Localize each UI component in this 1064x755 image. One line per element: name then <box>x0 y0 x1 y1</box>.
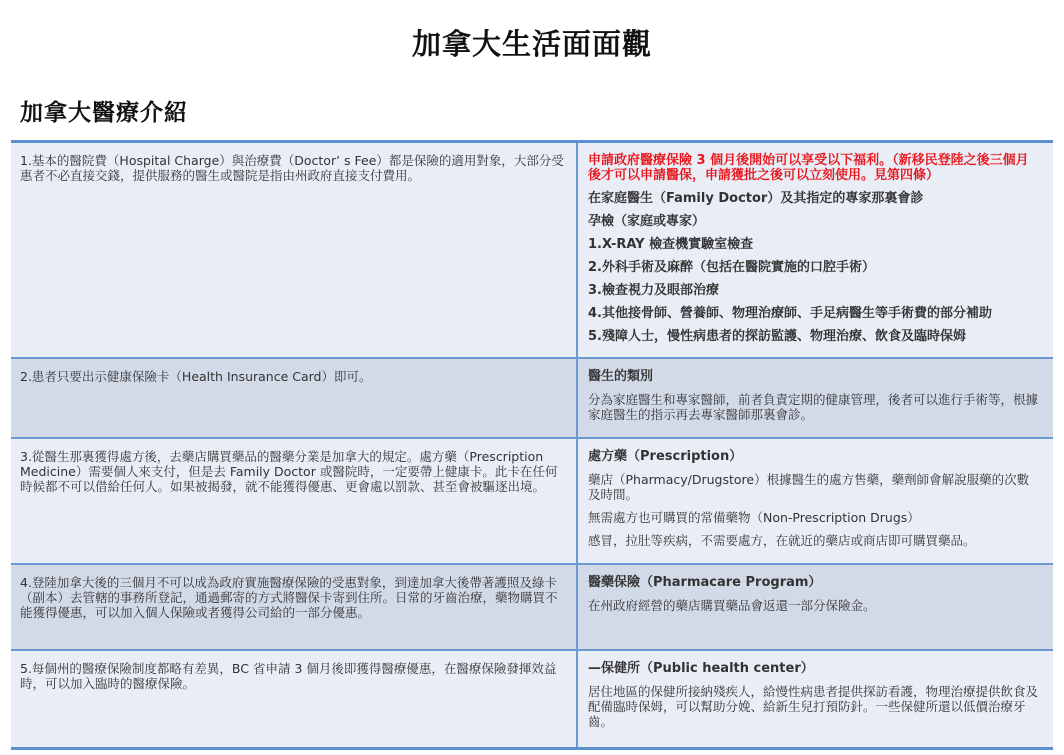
row-details <box>578 143 1049 357</box>
benefit-item: 1.X-RAY 檢查機實驗室檢查 <box>588 237 754 252</box>
details-text: 藥店（Pharmacy/Drugstore）根據醫生的處方售藥，藥劑師會解說服藥的次數及時間。 <box>588 472 1030 502</box>
row-description: 5.每個州的醫療保險制度都略有差異，BC 省申請 3 個月後即獲得醫療優惠，在醫療保險發揮效益時，可以加入臨時的醫療保險。 <box>11 651 578 747</box>
row-details <box>578 651 1049 747</box>
details-text: 分為家庭醫生和專家醫師，前者負責定期的健康管理，後者可以進行手術等，根據家庭醫生的指示再去專家醫師那裏會診。 <box>588 392 1039 422</box>
details-heading: 處方藥（Prescription） <box>588 449 743 464</box>
row-description: 4.登陸加拿大後的三個月不可以成為政府實施醫療保險的受惠對象，到達加拿大後帶著護照及綠卡（副本）去管轄的事務所登記，通過郵寄的方式將醫保卡寄到住所。日常的牙齒治療，藥物購買不能獲得優惠，可以加入個人保險或者獲得公司給的一部分優惠。 <box>11 565 578 649</box>
benefit-item: 3.檢查視力及眼部治療 <box>588 283 719 298</box>
table-row <box>11 357 1053 437</box>
section-title: 加拿大醫療介紹 <box>20 100 188 126</box>
details-text: 居住地區的保健所接納殘疾人，給慢性病患者提供探訪看護，物理治療提供飲食及配備臨時保姆，可以幫助分娩、給新生兒打預防針。一些保健所還以低價治療牙齒。 <box>588 684 1039 729</box>
table-row <box>11 563 1053 649</box>
benefit-item: 孕檢（家庭或專家） <box>588 214 706 229</box>
page-title: 加拿大生活面面觀 <box>411 27 652 61</box>
row-details <box>578 359 1049 437</box>
row-description: 3.從醫生那裏獲得處方後，去藥店購買藥品的醫藥分業是加拿大的規定。處方藥（Prescription Medicine）需要個人來支付，但是去 Family Doctor 或醫院時，一定要帶上健康卡。此卡在任何時候都不可以借給任何人。如果被揭發，就不能獲得優惠、更會處以罰款、甚至會被驅逐出境。 <box>11 439 578 563</box>
details-heading: —保健所（Public health center） <box>588 661 814 676</box>
details-heading: 醫生的類別 <box>588 369 654 384</box>
benefit-notice: 申請政府醫療保險 3 個月後開始可以享受以下福利。（新移民登陸之後三個月後才可以申請醫保，申請獲批之後可以立刻使用。見第四條） <box>588 153 1029 183</box>
table-row <box>11 649 1053 747</box>
benefit-item: 5.殘障人士，慢性病患者的探訪監護、物理治療、飲食及臨時保姆 <box>588 329 966 344</box>
details-text: 在州政府經營的藥店購買藥品會返還一部分保險金。 <box>588 598 876 613</box>
row-details <box>578 565 1049 649</box>
row-details <box>578 439 1049 563</box>
table-row <box>11 437 1053 563</box>
benefit-item: 4.其他接骨師、營養師、物理治療師、手足病醫生等手術費的部分補助 <box>588 306 992 321</box>
benefit-item: 2.外科手術及麻醉（包括在醫院實施的口腔手術） <box>588 260 875 275</box>
details-heading: 醫藥保險（Pharmacare Program） <box>588 575 822 590</box>
row-description: 1.基本的醫院費（Hospital Charge）與治療費（Doctor’ s Fee）都是保險的適用對象，大部分受惠者不必直接交錢，提供服務的醫生或醫院是指由州政府直接支付費用。 <box>11 143 578 357</box>
details-text: 無需處方也可購買的常備藥物（Non-Prescription Drugs） <box>588 510 920 525</box>
row-description: 2.患者只要出示健康保險卡（Health Insurance Card）即可。 <box>11 359 578 437</box>
table-row <box>11 143 1053 357</box>
medical-info-table <box>11 140 1053 750</box>
details-text: 感冒，拉肚等疾病，不需要處方，在就近的藥店或商店即可購買藥品。 <box>588 533 976 548</box>
benefit-item: 在家庭醫生（Family Doctor）及其指定的專家那裏會診 <box>588 191 924 206</box>
